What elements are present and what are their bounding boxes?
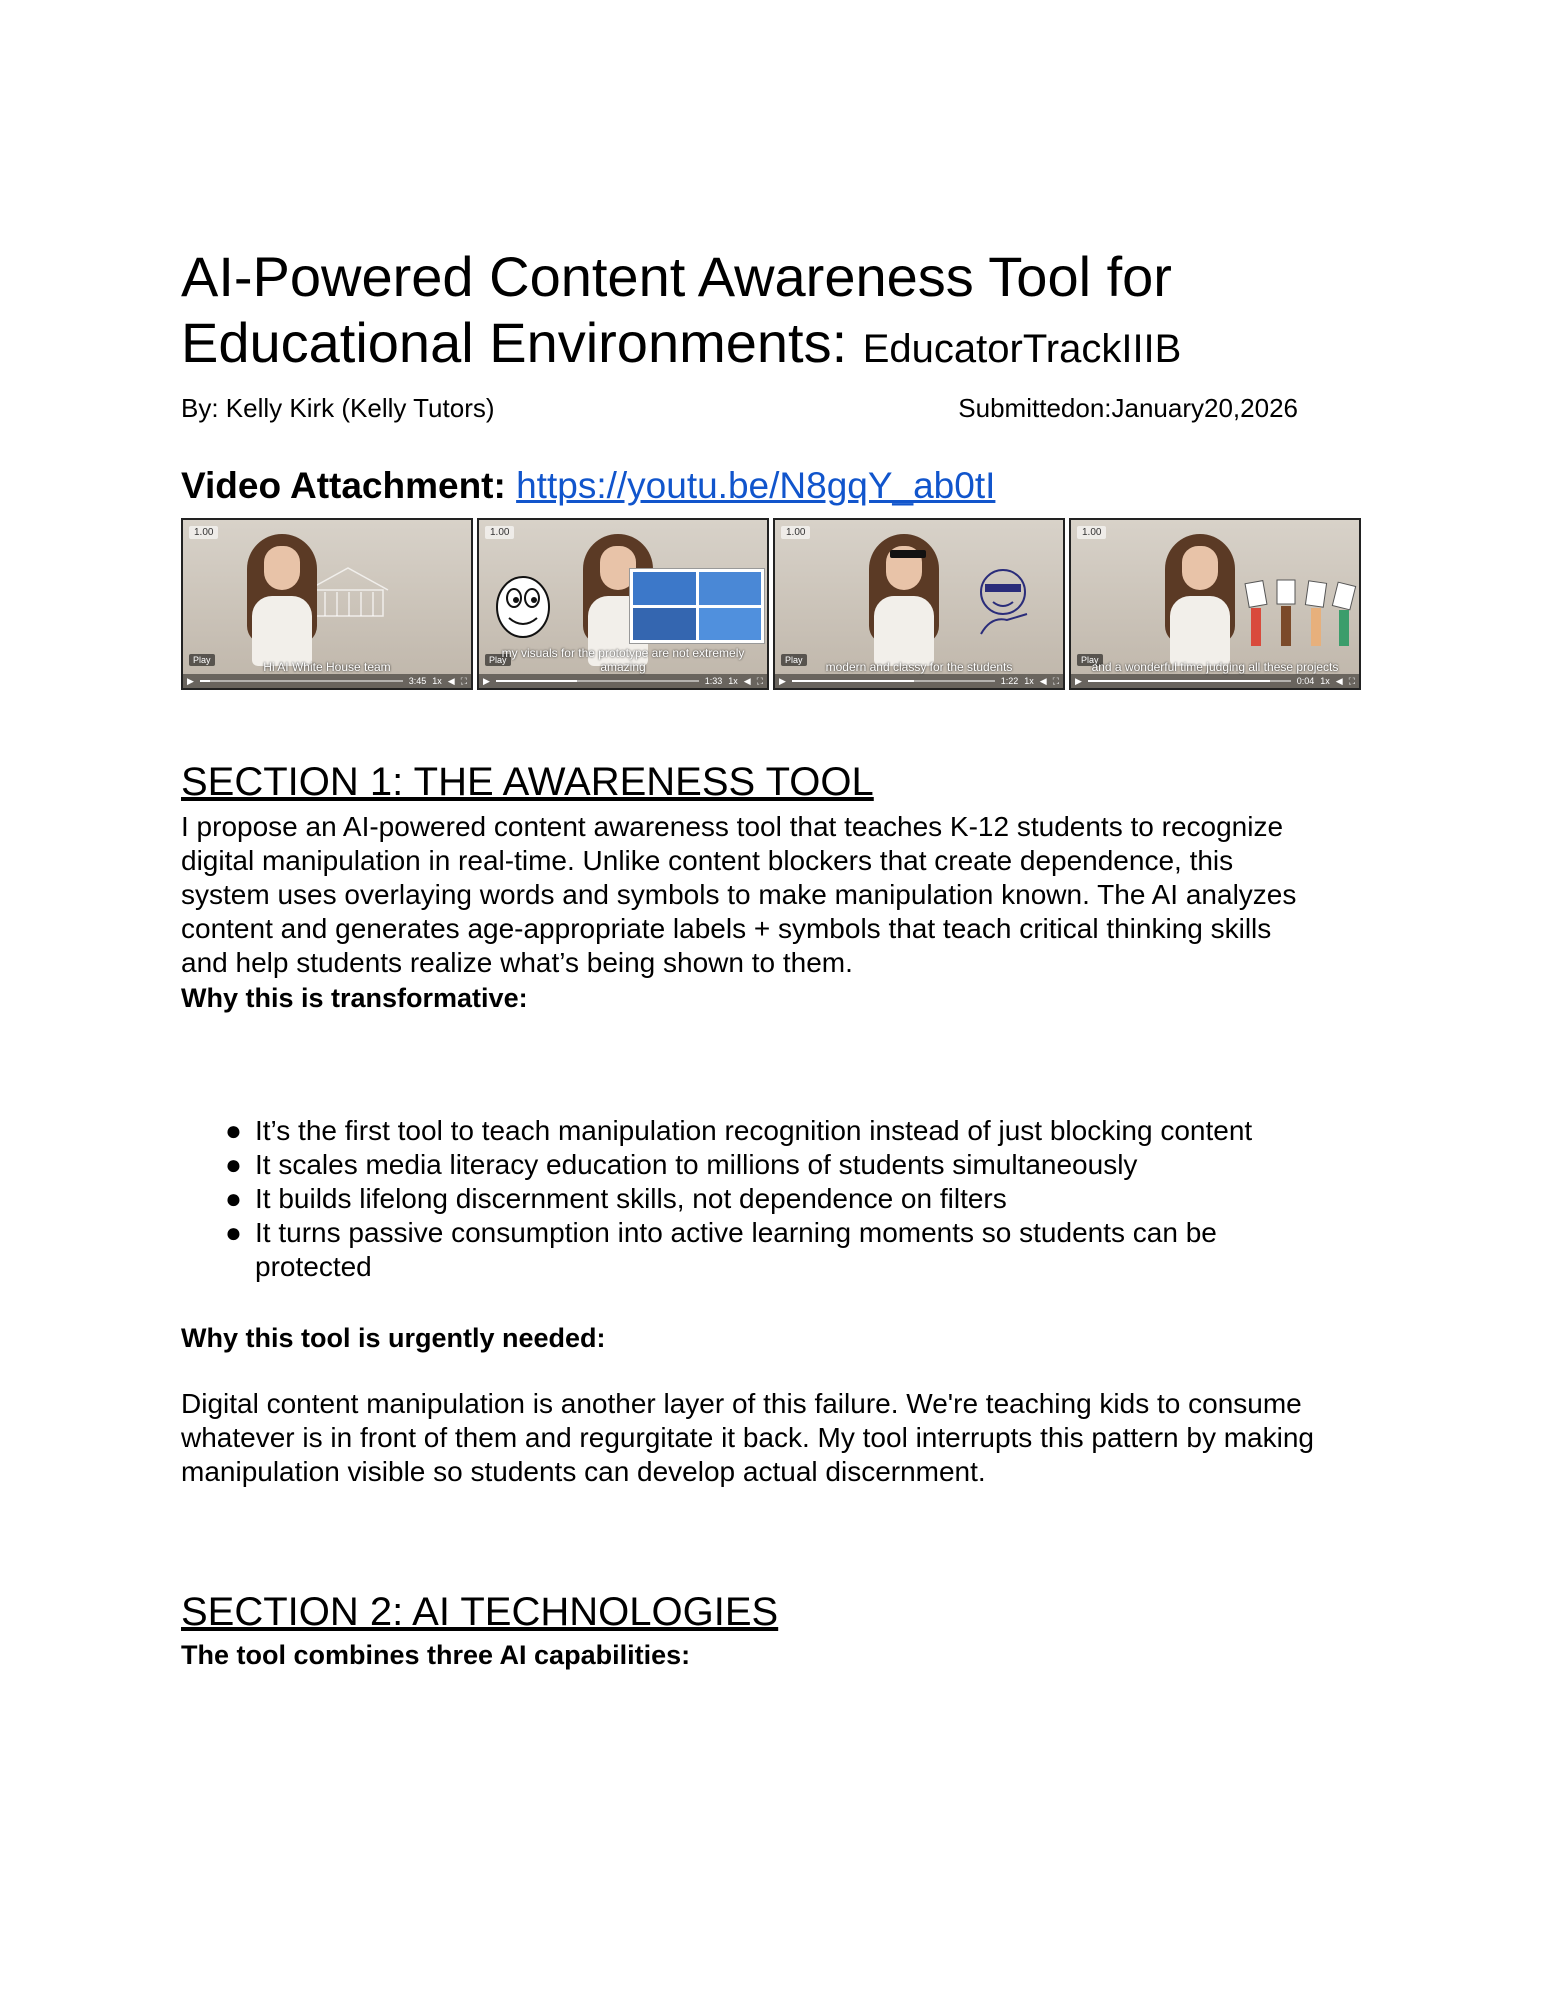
video-thumbnail[interactable]	[477, 518, 769, 690]
playback-speed[interactable]: 1x	[728, 676, 738, 686]
cartoon-face-icon	[493, 572, 553, 642]
video-thumbnails	[181, 518, 1361, 690]
section2-heading: SECTION 2: AI TECHNOLOGIES	[181, 1590, 779, 1634]
play-button[interactable]: Play	[189, 654, 215, 666]
fullscreen-icon[interactable]: ⛶	[460, 675, 467, 686]
bullet-icon: ●	[225, 1149, 242, 1180]
video-caption: and a wonderful time judging all these projects	[1091, 660, 1339, 674]
progress-fill	[792, 680, 914, 682]
volume-icon[interactable]: ◀	[1039, 675, 1047, 686]
progress-bar[interactable]	[792, 680, 995, 682]
video-time: 1:33	[704, 676, 723, 686]
playback-speed[interactable]: 1x	[1320, 676, 1330, 686]
bullet-icon: ●	[225, 1217, 242, 1248]
section1-paragraph: I propose an AI-powered content awareness tool that teaches K-12 students to recognize digital manipulation in real-time. Unlike content blockers that create dependence, this system uses overlaying words and symbols to make manipulation known. The AI analyzes content and generates age-appropriate labels + symbols that teach critical thinking skills and help students realize what’s being shown to them.	[181, 811, 1297, 978]
bullet-icon: ●	[225, 1183, 242, 1214]
fullscreen-icon[interactable]: ⛶	[1348, 675, 1355, 686]
volume-icon[interactable]: ◀	[447, 675, 455, 686]
why-transformative-heading: Why this is transformative:	[181, 983, 528, 1013]
sunglasses-icon	[890, 550, 926, 558]
judging-hands-icon	[1241, 576, 1359, 648]
volume-icon[interactable]: ◀	[743, 675, 751, 686]
list-item	[225, 1216, 1325, 1284]
video-caption: Hi AI White House team	[263, 660, 391, 674]
list-item	[225, 1114, 1325, 1148]
transformative-list	[225, 1114, 1325, 1284]
list-item	[225, 1182, 1325, 1216]
section2-lead: The tool combines three AI capabilities:	[181, 1640, 691, 1670]
progress-fill	[200, 680, 210, 682]
play-icon[interactable]: ▶	[1075, 675, 1082, 686]
play-button[interactable]: Play	[485, 654, 511, 666]
video-link[interactable]: https://youtu.be/N8gqY_ab0tI	[516, 465, 996, 506]
video-label: Video Attachment:	[181, 465, 506, 506]
video-thumbnail[interactable]	[181, 518, 473, 690]
video-caption: modern and classy for the students	[825, 660, 1013, 674]
why-urgent-heading: Why this tool is urgently needed:	[181, 1323, 606, 1353]
play-icon[interactable]: ▶	[187, 675, 194, 686]
video-time: 0:04	[1296, 676, 1315, 686]
video-controls	[775, 674, 1063, 688]
author: By: Kelly Kirk (Kelly Tutors)	[181, 393, 495, 423]
volume-icon[interactable]: ◀	[1335, 675, 1343, 686]
cool-emoji-icon	[971, 564, 1035, 638]
play-button[interactable]: Play	[1077, 654, 1103, 666]
progress-bar[interactable]	[496, 680, 699, 682]
progress-bar[interactable]	[200, 680, 403, 682]
title-subtitle: EducatorTrackIIIB	[862, 327, 1182, 371]
submission-date: Submittedon:January20,2026	[958, 393, 1298, 423]
play-icon[interactable]: ▶	[779, 675, 786, 686]
prototype-screens-image	[629, 568, 765, 644]
list-item	[225, 1148, 1325, 1182]
speed-badge: 1.00	[1077, 526, 1106, 539]
playback-speed[interactable]: 1x	[1024, 676, 1034, 686]
video-time: 3:45	[408, 676, 427, 686]
section1-heading: SECTION 1: THE AWARENESS TOOL	[181, 760, 874, 804]
list-item-text: It scales media literacy education to millions of students simultaneously	[255, 1149, 1138, 1180]
speed-badge: 1.00	[485, 526, 514, 539]
video-attachment	[181, 465, 995, 507]
progress-fill	[496, 680, 577, 682]
play-button[interactable]: Play	[781, 654, 807, 666]
list-item-text: It’s the first tool to teach manipulation recognition instead of just blocking content	[255, 1115, 1253, 1146]
bullet-icon: ●	[225, 1115, 242, 1146]
video-controls	[1071, 674, 1359, 688]
progress-bar[interactable]	[1088, 680, 1291, 682]
list-item-text: It turns passive consumption into active learning moments so students can be protected	[255, 1217, 1217, 1282]
presenter	[1165, 534, 1235, 664]
video-controls	[479, 674, 767, 688]
fullscreen-icon[interactable]: ⛶	[1052, 675, 1059, 686]
title-main: AI-Powered Content Awareness Tool for Educational Environments:	[181, 245, 1172, 374]
video-thumbnail[interactable]	[1069, 518, 1361, 690]
presenter	[247, 534, 317, 664]
document-title	[181, 244, 1381, 382]
video-time: 1:22	[1000, 676, 1019, 686]
video-caption: my visuals for the prototype are not extremely amazing	[501, 646, 745, 674]
byline	[181, 393, 1298, 424]
fullscreen-icon[interactable]: ⛶	[756, 675, 763, 686]
speed-badge: 1.00	[781, 526, 810, 539]
urgent-paragraph: Digital content manipulation is another layer of this failure. We're teaching kids to consume whatever is in front of them and regurgitate it back. My tool interrupts this pattern by making manipulation visible so students can develop actual discernment.	[181, 1388, 1314, 1487]
list-item-text: It builds lifelong discernment skills, not dependence on filters	[255, 1183, 1007, 1214]
play-icon[interactable]: ▶	[483, 675, 490, 686]
video-thumbnail[interactable]	[773, 518, 1065, 690]
video-controls	[183, 674, 471, 688]
speed-badge: 1.00	[189, 526, 218, 539]
playback-speed[interactable]: 1x	[432, 676, 442, 686]
progress-fill	[1088, 680, 1271, 682]
